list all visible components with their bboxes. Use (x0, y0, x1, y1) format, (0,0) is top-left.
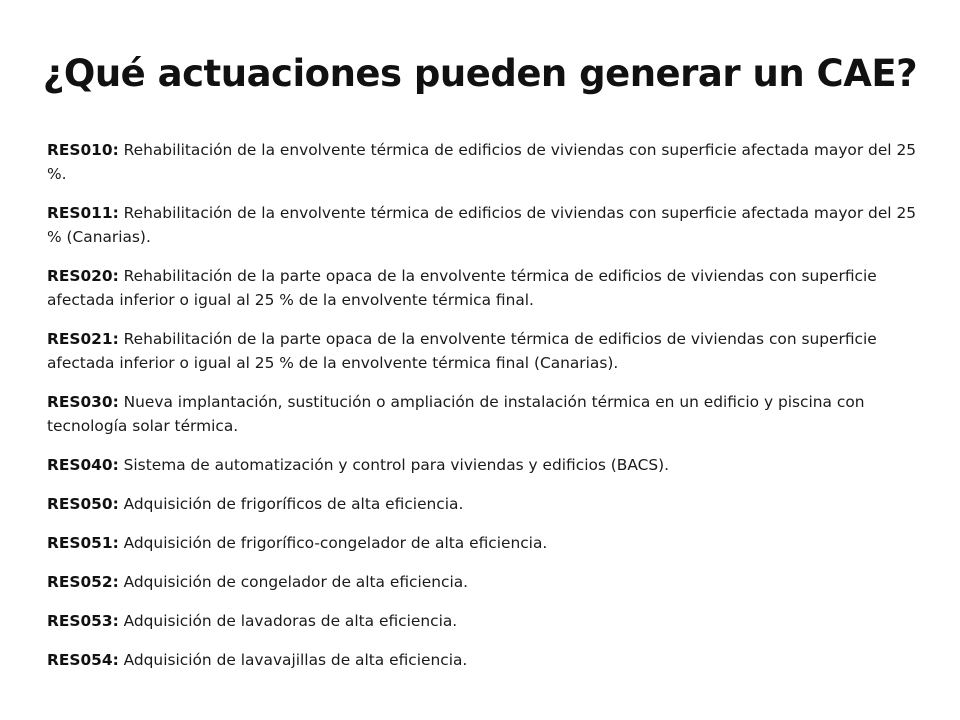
item-text: Sistema de automatización y control para viviendas y edificios (BACS). (123, 456, 670, 474)
item-text: Adquisición de lavadoras de alta eficiencia. (123, 612, 458, 630)
list-item (47, 390, 917, 438)
list-item (47, 264, 917, 312)
actions-list (47, 138, 917, 687)
item-code: RES053: (47, 612, 119, 630)
item-text: Adquisición de congelador de alta eficiencia. (123, 573, 469, 591)
item-text: Rehabilitación de la parte opaca de la envolvente térmica de edificios de viviendas con superficie afectada inferior o igual al 25 % de la envolvente térmica final (Canarias). (47, 330, 877, 372)
item-code: RES050: (47, 495, 119, 513)
item-text: Adquisición de lavavajillas de alta eficiencia. (123, 651, 468, 669)
item-code: RES030: (47, 393, 119, 411)
list-item (47, 327, 917, 375)
item-code: RES040: (47, 456, 119, 474)
list-item (47, 453, 917, 477)
item-text: Rehabilitación de la envolvente térmica de edificios de viviendas con superficie afectada mayor del 25 % (Canarias). (47, 204, 917, 246)
item-code: RES052: (47, 573, 119, 591)
list-item (47, 648, 917, 672)
item-code: RES054: (47, 651, 119, 669)
list-item (47, 531, 917, 555)
list-item (47, 201, 917, 249)
item-code: RES020: (47, 267, 119, 285)
item-text: Nueva implantación, sustitución o ampliación de instalación térmica en un edificio y piscina con tecnología solar térmica. (47, 393, 865, 435)
page-title: ¿Qué actuaciones pueden generar un CAE? (42, 52, 918, 95)
list-item (47, 570, 917, 594)
list-item (47, 492, 917, 516)
item-code: RES051: (47, 534, 119, 552)
list-item (47, 138, 917, 186)
item-code: RES010: (47, 141, 119, 159)
list-item (47, 609, 917, 633)
item-text: Adquisición de frigorífico-congelador de alta eficiencia. (123, 534, 548, 552)
item-text: Rehabilitación de la envolvente térmica de edificios de viviendas con superficie afectada mayor del 25 %. (47, 141, 917, 183)
item-code: RES021: (47, 330, 119, 348)
item-text: Adquisición de frigoríficos de alta eficiencia. (123, 495, 464, 513)
item-text: Rehabilitación de la parte opaca de la envolvente térmica de edificios de viviendas con superficie afectada inferior o igual al 25 % de la envolvente térmica final. (47, 267, 877, 309)
item-code: RES011: (47, 204, 119, 222)
